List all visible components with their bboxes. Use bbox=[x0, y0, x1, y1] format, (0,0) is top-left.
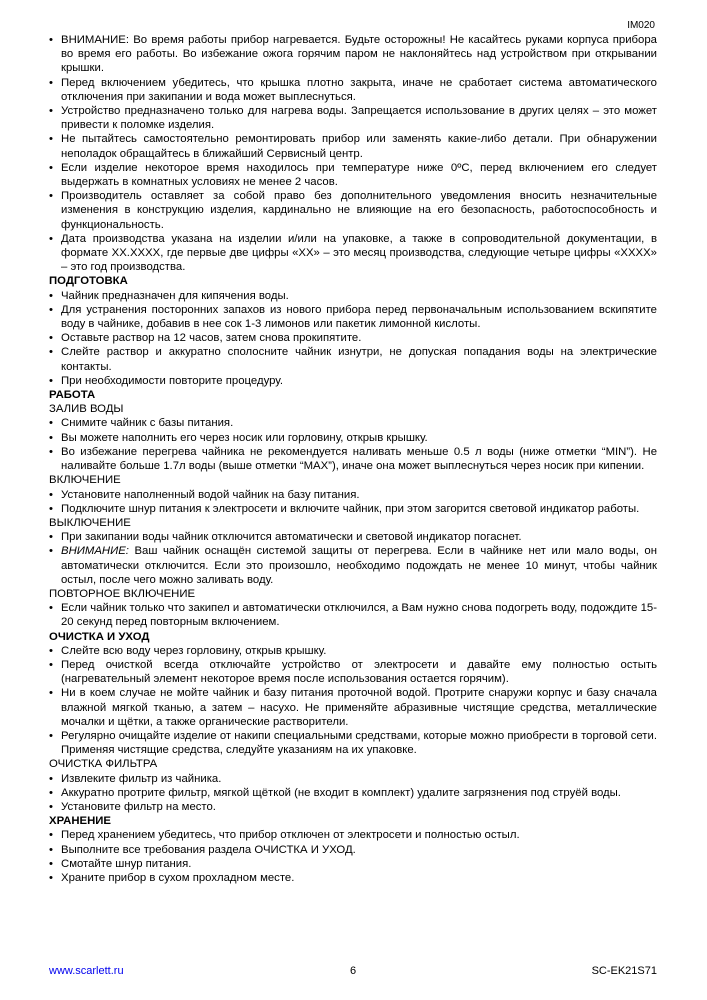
manual-content bbox=[49, 33, 657, 885]
list-item: • ВНИМАНИЕ: Во время работы прибор нагревается. Будьте осторожны! Не касайтесь руками корпуса прибора во время его работы. Во избежание ожога горячим паром не наклоняйтесь над устройством при открывании крышки. bbox=[49, 33, 657, 76]
list-item: • Установите наполненный водой чайник на базу питания. bbox=[49, 488, 657, 502]
list-item: • Перед хранением убедитесь, что прибор отключен от электросети и полностью остыл. bbox=[49, 828, 657, 842]
off-list bbox=[49, 530, 657, 587]
list-item: • Не пытайтесь самостоятельно ремонтировать прибор или заменять какие-либо детали. При обнаружении неполадок обращайтесь в ближайший Сервисный центр. bbox=[49, 132, 657, 160]
subheading-on: ВКЛЮЧЕНИЕ bbox=[49, 474, 121, 487]
section-heading-prep: ПОДГОТОВКА bbox=[49, 275, 128, 288]
list-item: • Для устранения посторонних запахов из нового прибора перед первоначальным использованием вскипятите воду в чайнике, добавив в нее сок 1-3 лимонов или пакетик лимонной кислоты. bbox=[49, 303, 657, 331]
list-item: • Если изделие некоторое время находилось при температуре ниже 0ºC, перед включением его следует выдержать в комнатных условиях не менее 2 часов. bbox=[49, 161, 657, 189]
section-heading-work: РАБОТА bbox=[49, 389, 96, 402]
list-item: • Перед включением убедитесь, что крышка плотно закрыта, иначе не сработает система автоматического отключения при закипании и вода может выплеснуться. bbox=[49, 76, 657, 104]
section-heading-clean: ОЧИСТКА И УХОД bbox=[49, 630, 150, 643]
website-link[interactable]: www.scarlett.ru bbox=[49, 965, 124, 977]
section-heading-storage: ХРАНЕНИЕ bbox=[49, 815, 111, 828]
list-item: • Дата производства указана на изделии и/или на упаковке, а также в сопроводительной документации, в формате XX.XXXX, где первые две цифры «XX» – это месяц производства, следующие четыре цифры «XXXX» – это год производства. bbox=[49, 232, 657, 275]
list-item: • Чайник предназначен для кипячения воды. bbox=[49, 289, 657, 303]
fill-list bbox=[49, 416, 657, 473]
list-item: • Слейте всю воду через горловину, открыв крышку. bbox=[49, 644, 657, 658]
subheading-fill: ЗАЛИВ ВОДЫ bbox=[49, 403, 124, 416]
document-code: IM020 bbox=[627, 20, 655, 31]
model-number: SC-EK21S71 bbox=[591, 965, 657, 977]
list-item: • Устройство предназначено только для нагрева воды. Запрещается использование в других целях – это может привести к поломке изделия. bbox=[49, 104, 657, 132]
list-item: • При необходимости повторите процедуру. bbox=[49, 374, 657, 388]
list-item: • Аккуратно протрите фильтр, мягкой щёткой (не входит в комплект) удалите загрязнения под струёй воды. bbox=[49, 786, 657, 800]
subheading-off: ВЫКЛЮЧЕНИЕ bbox=[49, 516, 131, 529]
list-item: • Ни в коем случае не мойте чайник и базу питания проточной водой. Протрите снаружи корпус и базу сначала влажной мягкой тканью, а затем – насухо. Не применяйте абразивные чистящие средства, металлические мочалки и щётки, а также органические растворители. bbox=[49, 686, 657, 729]
attention-label: ВНИМАНИЕ: bbox=[61, 545, 129, 558]
list-item: • Перед очисткой всегда отключайте устройство от электросети и давайте ему полностью остыть (нагревательный элемент некоторое время после использования остается горячим). bbox=[49, 658, 657, 686]
prep-list bbox=[49, 289, 657, 388]
list-item: • Если чайник только что закипел и автоматически отключился, а Вам нужно снова подогреть воду, подождите 15-20 секунд перед повторным включением. bbox=[49, 601, 657, 629]
list-item: • Смотайте шнур питания. bbox=[49, 857, 657, 871]
list-item: • Слейте раствор и аккуратно сполосните чайник изнутри, не допуская попадания воды на электрические контакты. bbox=[49, 345, 657, 373]
list-item: • При закипании воды чайник отключится автоматически и световой индикатор погаснет. bbox=[49, 530, 657, 544]
list-item: • Оставьте раствор на 12 часов, затем снова прокипятите. bbox=[49, 331, 657, 345]
list-item: • Регулярно очищайте изделие от накипи специальными средствами, которые можно приобрести в торговой сети. Применяя чистящие средства, следуйте указаниям на их упаковке. bbox=[49, 729, 657, 757]
list-item: • Производитель оставляет за собой право без дополнительного уведомления вносить незначительные изменения в конструкцию изделия, кардинально не влияющие на его безопасность, работоспособность и функциональность. bbox=[49, 189, 657, 232]
filter-list bbox=[49, 772, 657, 815]
list-item: • Извлеките фильтр из чайника. bbox=[49, 772, 657, 786]
list-item: • Установите фильтр на место. bbox=[49, 800, 657, 814]
list-item: • Выполните все требования раздела ОЧИСТКА И УХОД. bbox=[49, 843, 657, 857]
list-item: • Храните прибор в сухом прохладном месте. bbox=[49, 871, 657, 885]
list-item: • Во избежание перегрева чайника не рекомендуется наливать меньше 0.5 л воды (ниже отметки “MIN”). Не наливайте больше 1.7л воды (выше отметки “MAX”), иначе она может выплеснуться через носик при кипении. bbox=[49, 445, 657, 473]
list-item: • Вы можете наполнить его через носик или горловину, открыв крышку. bbox=[49, 431, 657, 445]
subheading-repeat: ПОВТОРНОЕ ВКЛЮЧЕНИЕ bbox=[49, 587, 196, 600]
warnings-list bbox=[49, 33, 657, 274]
list-item: • Снимите чайник с базы питания. bbox=[49, 416, 657, 430]
page-number: 6 bbox=[349, 965, 357, 977]
list-item bbox=[49, 544, 657, 587]
repeat-list bbox=[49, 601, 657, 629]
on-list bbox=[49, 488, 657, 516]
subheading-filter: ОЧИСТКА ФИЛЬТРА bbox=[49, 758, 158, 771]
clean-list bbox=[49, 644, 657, 758]
list-item: • Подключите шнур питания к электросети и включите чайник, при этом загорится световой индикатор работы. bbox=[49, 502, 657, 516]
storage-list bbox=[49, 828, 657, 885]
attention-text: Ваш чайник оснащён системой защиты от перегрева. Если в чайнике нет или мало воды, он автоматически отключится. Если это произошло, необходимо подождать не менее 10 минут, чтобы чайник остыл, после чего можно заливать воду. bbox=[61, 545, 657, 586]
